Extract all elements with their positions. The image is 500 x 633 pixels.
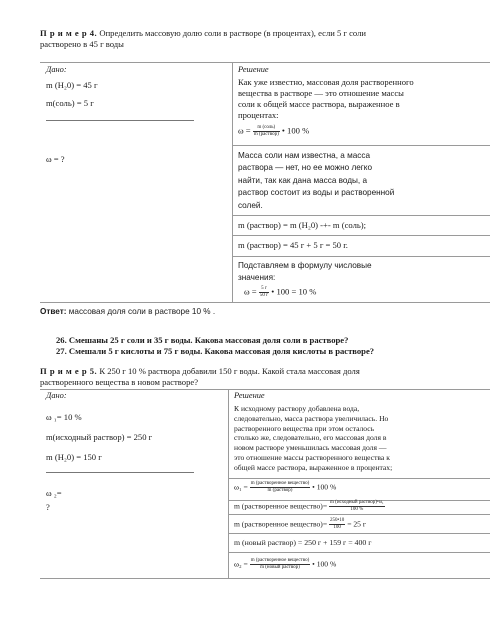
given-water-mass: m (H₂0) = 45 г <box>46 80 98 90</box>
equation-solution-mass-value: m (раствор) = 45 г + 5 г = 50 г. <box>238 240 348 250</box>
table-row-rule <box>232 145 490 146</box>
formula-fraction <box>329 500 385 513</box>
answer-line <box>40 307 215 318</box>
find-omega: ω = ? <box>46 154 65 164</box>
table-top-rule <box>40 62 490 63</box>
formula-fraction <box>250 481 311 494</box>
table-row-rule <box>232 215 490 216</box>
example-4-text: Определить массовую долю соли в растворе (в процентах), если 5 г соли <box>99 28 366 38</box>
example-5-text: К 250 г 10 % раствора добавили 150 г воды. Какой стала массовая доля <box>99 366 360 376</box>
formula-fraction <box>250 558 311 571</box>
solution-text-line: следовательно, масса раствора увеличилась. Но <box>234 413 389 423</box>
substitute-note <box>238 260 372 283</box>
fraction-numerator: m (растворенное вещество) <box>250 558 310 563</box>
table-divider <box>228 389 229 579</box>
example-4-label: П р и м е р 4. <box>40 28 98 38</box>
formula-fraction <box>259 286 269 299</box>
answer-label: Ответ: <box>40 307 67 316</box>
answer-text: массовая доля соли в растворе 10 % . <box>68 307 216 316</box>
solution-text-line: новом растворе уменьшилась массовая доля — <box>234 443 387 453</box>
fraction-denominator: m (новый раствор) <box>260 565 300 570</box>
paragraph-line: Масса соли нам известна, а масса <box>238 151 371 160</box>
paragraph-line: найти, так как дана масса воды, а <box>238 175 368 185</box>
solution-text-line: процентах: <box>238 110 279 120</box>
table-divider <box>232 62 233 302</box>
solution-text-line: вещества в растворе — это отношение массы <box>238 88 404 98</box>
equation-new-solution-mass: m (новый раствор) = 250 г + 159 г = 400 г <box>234 538 372 547</box>
example-5-heading <box>40 366 490 388</box>
paragraph-line: раствор состоит из воды и растворенной <box>238 188 395 198</box>
fraction-numerator: m (соль) <box>253 125 280 132</box>
solution-text-line: общей массе раствора, выраженное в процентах; <box>234 462 393 472</box>
formula-right: • 100 % <box>312 482 337 492</box>
fraction-denominator: m (раствор) <box>267 488 293 493</box>
given-initial-solution-mass: m(исходный раствор) = 250 г <box>46 432 153 442</box>
formula-right: = 25 г <box>347 519 366 529</box>
given-water-mass: m (H₂0) = 150 г <box>46 452 102 462</box>
formula-omega2 <box>234 558 336 571</box>
given-salt-mass: m(соль) = 5 г <box>46 98 94 108</box>
table-row-rule <box>228 552 490 553</box>
given-label: Дано: <box>46 391 67 400</box>
formula-dissolved-mass-value <box>234 518 366 531</box>
solution-label: Решение <box>234 391 265 400</box>
table-bottom-rule <box>40 578 490 579</box>
solution-text-line: столько же, следовательно, его массовая доля в <box>234 433 387 443</box>
substitute-line: Подставляем в формулу числовые <box>238 261 372 270</box>
find-omega2: ω ₂= <box>46 488 62 498</box>
given-label: Дано: <box>46 65 67 74</box>
formula-left: ω = <box>244 286 257 297</box>
fraction-denominator: 100 % <box>350 507 364 512</box>
table-top-rule <box>40 389 490 390</box>
fraction-numerator: 5 г <box>259 286 269 293</box>
formula-left: ω = <box>238 125 251 136</box>
formula-right: • 100 = 10 % <box>271 286 317 297</box>
fraction-numerator: 250•10 <box>330 518 345 523</box>
given-omega1: ω ₁= 10 % <box>46 412 82 422</box>
table-row-rule <box>228 533 490 534</box>
example-5-label: П р и м е р 5. <box>40 366 98 376</box>
fraction-denominator: 50 г <box>259 293 269 298</box>
formula-fraction <box>253 125 280 138</box>
example-5-text-line2: растворенного вещества в новом растворе? <box>40 376 199 387</box>
table-row-rule <box>228 514 490 515</box>
find-question-mark: ? <box>46 502 50 512</box>
given-separator <box>46 472 194 473</box>
formula-dissolved-mass <box>234 500 385 513</box>
solution-text-line: растворенного вещества при этом осталось <box>234 423 375 433</box>
fraction-denominator: 100 <box>333 525 341 530</box>
formula-left: ω₂ = <box>234 559 248 569</box>
table-bottom-rule <box>40 302 490 303</box>
solution-text-line: К исходному раствору добавлена вода, <box>234 404 360 413</box>
fraction-numerator: m (растворенное вещество) <box>250 481 310 486</box>
given-separator <box>46 120 194 121</box>
example-4-text-line2: растворено в 45 г воды <box>40 38 124 49</box>
solution-text-line: соли к общей массе раствора, выраженное в <box>238 99 400 109</box>
solution-text-line: Как уже известно, массовая доля растворенного <box>238 77 414 87</box>
paragraph-line: раствора — нет, но ее можно легко <box>238 163 372 173</box>
formula-omega1 <box>234 481 336 494</box>
solution-text-line: это отношение массы растворенного вещества к <box>234 452 390 462</box>
solution-label: Решение <box>238 65 269 74</box>
fraction-numerator: m (исходный раствор)•ω₁ <box>330 500 384 505</box>
paragraph-mass-known <box>238 150 394 212</box>
formula-right: • 100 % <box>281 125 310 136</box>
formula-numeric <box>244 286 316 299</box>
formula-right: • 100 % <box>312 559 337 569</box>
paragraph-line: солей. <box>238 200 263 210</box>
formula-fraction <box>329 518 345 531</box>
fraction-denominator: m (раствор) <box>253 132 279 137</box>
formula-left: m (растворенное вещество)= <box>234 501 328 511</box>
formula-left: ω₁ = <box>234 482 248 492</box>
solution-paragraph <box>234 404 392 473</box>
table-row-rule <box>228 478 490 479</box>
formula-mass-fraction <box>238 125 309 138</box>
table-row-rule <box>232 235 490 236</box>
substitute-line: значения: <box>238 272 276 282</box>
equation-solution-mass: m (раствор) = m (H₂0) -+- m (соль); <box>238 220 367 230</box>
example-4-heading <box>40 28 480 50</box>
task-27: 27. Смешали 5 г кислоты и 75 г воды. Какова массовая доля кислоты в растворе? <box>56 346 375 356</box>
task-26: 26. Смешаны 25 г соли и 35 г воды. Какова массовая доля соли в растворе? <box>56 335 349 345</box>
formula-left: m (растворенное вещество)= <box>234 519 328 529</box>
table-row-rule <box>232 256 490 257</box>
